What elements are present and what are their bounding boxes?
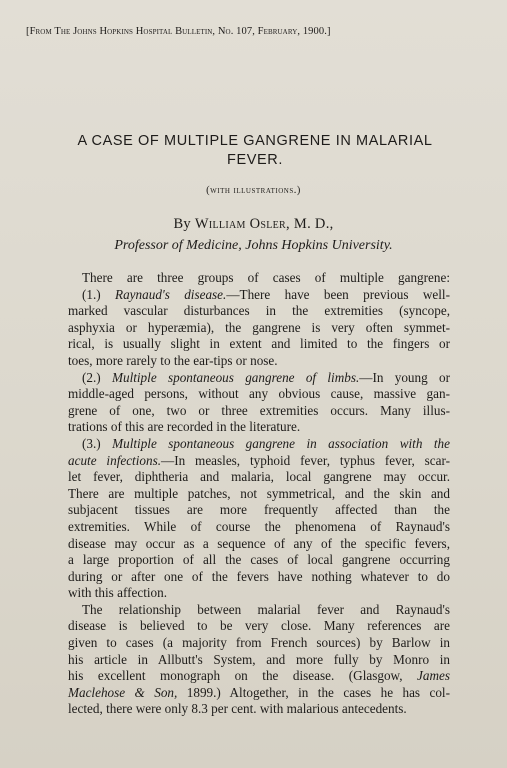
illustrations-note: (with illustrations.) bbox=[206, 185, 301, 196]
body-line: trations of this are recorded in the literature. bbox=[68, 419, 301, 435]
author-prefix: By bbox=[173, 216, 191, 232]
body-line: extremities. While of course the phenomena of Raynaud's bbox=[68, 518, 450, 534]
body-line: marked vascular disturbances in the extremities (syncope, bbox=[68, 303, 450, 319]
body-line: with this affection. bbox=[68, 585, 168, 601]
body-line: Maclehose & Son, 1899.) Altogether, in the cases he has col- bbox=[68, 684, 450, 700]
body-line: acute infections.—In measles, typhoid fever, typhus fever, scar- bbox=[68, 452, 450, 468]
body-line: rical, is usually slight in extent and limited to the fingers or bbox=[68, 336, 450, 352]
body-line: his excellent monograph on the disease. (Glasgow, James bbox=[68, 668, 450, 684]
body-line: let fever, diphtheria and malaria, local gangrene may occur. bbox=[68, 469, 450, 485]
body-line: during or after one of the fevers have nothing whatever to do bbox=[68, 568, 450, 584]
title-line-2: FEVER. bbox=[227, 152, 283, 168]
body-line: There are three groups of cases of multiple gangrene: bbox=[82, 270, 450, 285]
body-line: There are multiple patches, not symmetrical, and the skin and bbox=[68, 485, 450, 501]
article-title bbox=[40, 132, 470, 170]
body-line: (1.) Raynaud's disease.—There have been previous well- bbox=[82, 286, 450, 302]
body-line: (3.) Multiple spontaneous gangrene in association with the bbox=[82, 435, 450, 451]
body-line: a large proportion of all the cases of local gangrene occurring bbox=[68, 552, 450, 568]
body-line: his article in Allbutt's System, and more fully by Monro in bbox=[68, 651, 450, 667]
body-line: subjacent tissues are more frequently affected than the bbox=[68, 502, 450, 518]
citation-header: [From The Johns Hopkins Hospital Bulletin, No. 107, February, 1900.] bbox=[26, 26, 331, 37]
author-affiliation: Professor of Medicine, Johns Hopkins University. bbox=[114, 238, 393, 253]
body-line: toes, more rarely to the ear-tips or nose. bbox=[68, 352, 278, 368]
article-body bbox=[68, 270, 450, 718]
body-line: middle-aged persons, without any obvious cause, massive gan- bbox=[68, 386, 450, 402]
author-line bbox=[0, 216, 507, 233]
body-line: The relationship between malarial fever and Raynaud's bbox=[82, 601, 450, 617]
body-line: (2.) Multiple spontaneous gangrene of limbs.—In young or bbox=[82, 369, 450, 385]
body-line: grene of one, two or three extremities occurs. Many illus- bbox=[68, 402, 450, 418]
body-line: asphyxia or hyperæmia), the gangrene is very often symmet- bbox=[68, 319, 450, 335]
author-name: William Osler, M. D., bbox=[194, 216, 334, 232]
body-line: disease is believed to be very close. Many references are bbox=[68, 618, 450, 634]
body-line: given to cases (a majority from French sources) by Barlow in bbox=[68, 635, 450, 651]
title-line-1: A CASE OF MULTIPLE GANGRENE IN MALARIAL bbox=[77, 133, 433, 149]
body-line: lected, there were only 8.3 per cent. with malarious antecedents. bbox=[68, 701, 407, 717]
body-line: disease may occur as a sequence of any of the specific fevers, bbox=[68, 535, 450, 551]
